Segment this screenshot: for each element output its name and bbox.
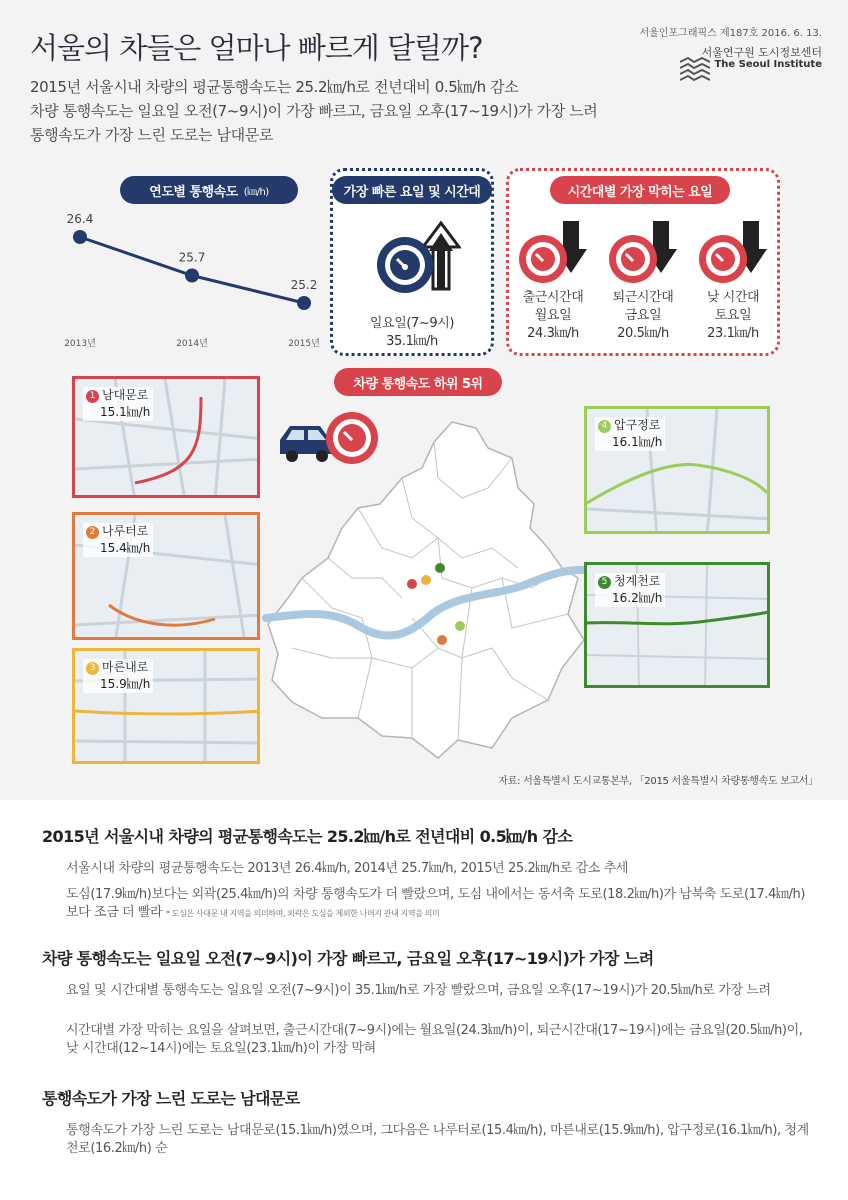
data-label: 25.7: [178, 250, 206, 265]
page-title: 서울의 차들은 얼마나 빠르게 달릴까?: [30, 31, 483, 65]
congested-day: 월요일: [534, 308, 572, 323]
map-marker-4: [455, 621, 465, 631]
data-point: [73, 230, 87, 244]
map-marker-3: [421, 575, 431, 585]
section-3-title: 통행속도가 가장 느린 도로는 남대문로: [42, 1089, 300, 1108]
road-panel-3: [72, 648, 260, 764]
road-label-4: [595, 417, 665, 451]
speedometer-down-icon-2: [609, 221, 677, 283]
rank-badge: 2: [86, 526, 99, 539]
road-label-1: [83, 387, 153, 421]
issue-info: 서울인포그래픽스 제187호 2016. 6. 13.: [639, 28, 822, 39]
section-1-p2: [66, 886, 812, 923]
speedometer-down-icon-1: [519, 221, 587, 283]
road-speed: 16.1㎞/h: [612, 435, 663, 449]
source-note: 자료: 서울특별시 도시교통본부, 「2015 서울특별시 차량통행속도 보고서」: [498, 776, 818, 787]
road-name: 남대문로: [102, 388, 149, 402]
speedometer-up-icon: [371, 217, 461, 297]
section-1-p2-text: 도심(17.9㎞/h)보다는 외곽(25.4㎞/h)의 차량 통행속도가 더 빨랐으며, 도심 내에서는 동서축 도로(18.2㎞/h)가 남북축 도로(17.4㎞/h)보다 조금 더 빨라: [66, 887, 806, 920]
rank-badge: 4: [598, 420, 611, 433]
x-tick-label: 2015년: [288, 339, 320, 349]
congested-day: 금요일: [624, 308, 662, 323]
road-name: 압구정로: [614, 418, 661, 432]
data-point: [297, 296, 311, 310]
congested-speed: 23.1㎞/h: [707, 326, 759, 341]
congested-period: 출근시간대: [522, 290, 584, 305]
chart-unit: (㎞/h): [243, 186, 269, 198]
subtitle-2: 차량 통행속도는 일요일 오전(7~9시)이 가장 빠르고, 금요일 오후(17~19시)가 가장 느려: [30, 102, 598, 120]
data-point: [185, 269, 199, 283]
congested-speed: 20.5㎞/h: [617, 326, 669, 341]
road-label-5: [595, 573, 665, 607]
road-panel-1: [72, 376, 260, 498]
institute-name-en: The Seoul Institute: [714, 59, 822, 70]
congested-speed: 24.3㎞/h: [527, 326, 579, 341]
fastest-speed: 35.1㎞/h: [386, 334, 438, 349]
road-name: 청계천로: [614, 574, 661, 588]
map-marker-2: [437, 635, 447, 645]
section-1-p1: 서울시내 차량의 평균통행속도는 2013년 26.4㎞/h, 2014년 25.7㎞/h, 2015년 25.2㎞/h로 감소 추세: [66, 861, 629, 876]
section-2-p1: 요일 및 시간대별 통행속도는 일요일 오전(7~9시)이 35.1㎞/h로 가장 빨랐으며, 금요일 오후(17~19시)가 20.5㎞/h로 가장 느려: [66, 983, 771, 998]
congested-item-3: [693, 289, 773, 343]
section-2-title: 차량 통행속도는 일요일 오전(7~9시)이 가장 빠르고, 금요일 오후(17~19시)가 가장 느려: [42, 949, 654, 968]
x-tick-label: 2013년: [64, 339, 96, 349]
seoul-district-map: [262, 418, 592, 763]
congested-title: 시간대별 가장 막히는 요일: [550, 176, 730, 204]
section-1-note: * 도심은 사대문 내 지역을 의미하며, 외곽은 도심을 제외한 나머지 관내 지역을 의미: [166, 909, 440, 918]
road-panel-4: [584, 406, 770, 534]
road-panel-5: [584, 562, 770, 688]
speedometer-down-icons: [509, 217, 777, 287]
road-speed: 15.1㎞/h: [100, 405, 151, 419]
road-label-2: [83, 523, 153, 557]
map-marker-5: [435, 563, 445, 573]
data-label: 25.2: [290, 278, 318, 292]
section-2-p2: 시간대별 가장 막히는 요일을 살펴보면, 출근시간대(7~9시)에는 월요일(24.3㎞/h)이, 퇴근시간대(17~19시)에는 금요일(20.5㎞/h)이, 낮 시간대(12~14시)에는 토요일(23.1㎞/h)이 가장 막혀: [66, 1023, 803, 1056]
map-marker-1: [407, 579, 417, 589]
section-1-title: 2015년 서울시내 차량의 평균통행속도는 25.2㎞/h로 전년대비 0.5㎞/h 감소: [42, 827, 573, 846]
fastest-title: 가장 빠른 요일 및 시간대: [332, 176, 492, 204]
congested-period: 낮 시간대: [706, 290, 760, 305]
fastest-time: 일요일(7~9시): [369, 316, 455, 331]
speedometer-down-icon-3: [699, 221, 767, 283]
slowest-title: 차량 통행속도 하위 5위: [334, 368, 502, 396]
congested-period: 퇴근시간대: [612, 290, 674, 305]
x-tick-label: 2014년: [176, 339, 208, 349]
summary-text: [0, 800, 848, 1200]
congested-item-2: [603, 289, 683, 343]
road-speed: 16.2㎞/h: [612, 591, 663, 605]
institute-logo-icon: [680, 44, 710, 92]
congested-day: 토요일: [714, 308, 752, 323]
institute-name-ko: 서울연구원 도시정보센터: [701, 46, 822, 59]
road-name: 나루터로: [102, 524, 149, 538]
road-name: 마른내로: [102, 660, 149, 674]
road-speed: 15.4㎞/h: [100, 541, 151, 555]
section-3-p1: 통행속도가 가장 느린 도로는 남대문로(15.1㎞/h)였으며, 그다음은 나루터로(15.4㎞/h), 마른내로(15.9㎞/h), 압구정로(16.1㎞/h), 청계천로(16.2㎞/h) 순: [66, 1123, 809, 1156]
rank-badge: 1: [86, 390, 99, 403]
road-panel-2: [72, 512, 260, 640]
rank-badge: 3: [86, 662, 99, 675]
subtitle-1: 2015년 서울시내 차량의 평균통행속도는 25.2㎞/h로 전년대비 0.5㎞/h 감소: [30, 78, 519, 96]
road-speed: 15.9㎞/h: [100, 677, 151, 691]
road-label-3: [83, 659, 153, 693]
chart-title: 연도별 통행속도: [149, 184, 238, 200]
yearly-speed-line-chart: [50, 180, 330, 360]
congested-item-1: [513, 289, 593, 343]
subtitle-3: 통행속도가 가장 느린 도로는 남대문로: [30, 126, 273, 144]
rank-badge: 5: [598, 576, 611, 589]
data-label: 26.4: [66, 212, 94, 226]
